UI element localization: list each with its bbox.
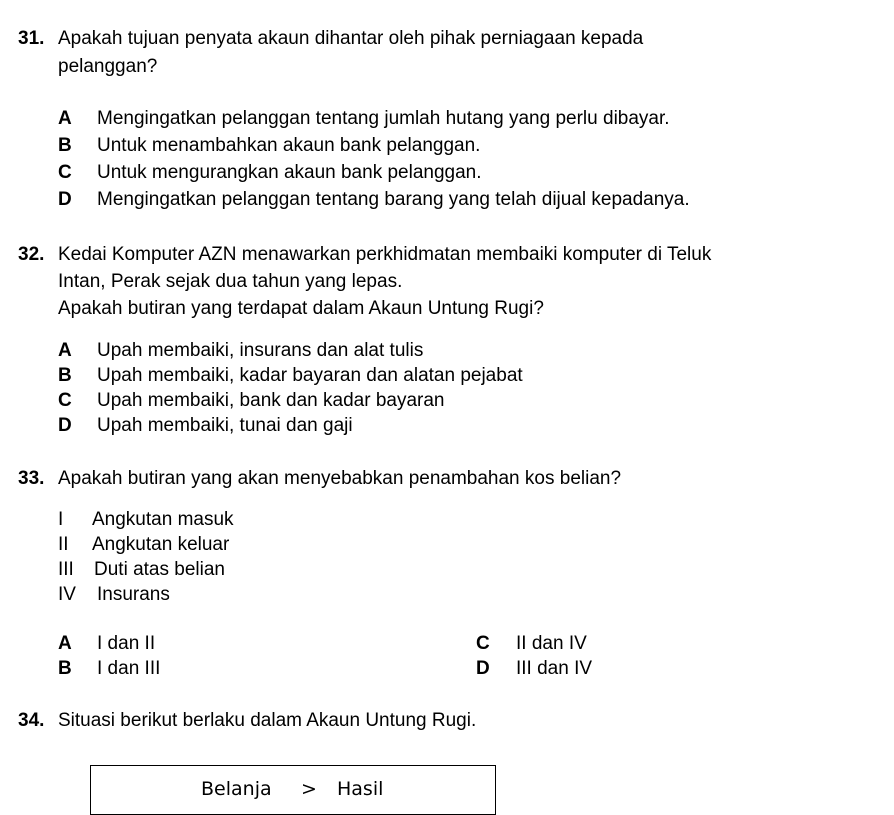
- q31-number: 31.: [18, 28, 45, 49]
- q33-option-d-letter: D: [476, 658, 490, 679]
- q31-option-d-letter: D: [58, 189, 72, 210]
- q34-box-operator: >: [301, 778, 317, 800]
- q33-item-ii-text: Angkutan keluar: [92, 534, 230, 555]
- q33-option-a-letter: A: [58, 633, 72, 654]
- q33-option-a-text: I dan II: [97, 633, 156, 654]
- q31-option-b-text: Untuk menambahkan akaun bank pelanggan.: [97, 135, 481, 156]
- q32-question-line3: Apakah butiran yang terdapat dalam Akaun Untung Rugi?: [58, 298, 544, 319]
- q32-question-line2: Intan, Perak sejak dua tahun yang lepas.: [58, 271, 403, 292]
- q32-option-d-text: Upah membaiki, tunai dan gaji: [97, 415, 353, 436]
- q32-option-c-text: Upah membaiki, bank dan kadar bayaran: [97, 390, 445, 411]
- q32-option-d-letter: D: [58, 415, 72, 436]
- q33-option-d-text: III dan IV: [516, 658, 593, 679]
- q34-number: 34.: [18, 710, 45, 731]
- q33-number: 33.: [18, 468, 45, 489]
- q34-question: Situasi berikut berlaku dalam Akaun Untung Rugi.: [58, 710, 477, 731]
- q31-option-c-letter: C: [58, 162, 72, 183]
- q32-option-a-text: Upah membaiki, insurans dan alat tulis: [97, 340, 424, 361]
- q31-option-a-text: Mengingatkan pelanggan tentang jumlah hutang yang perlu dibayar.: [97, 108, 670, 129]
- q34-situation-box: [90, 765, 496, 815]
- q33-item-i-text: Angkutan masuk: [92, 509, 234, 530]
- q31-question-line1: Apakah tujuan penyata akaun dihantar oleh pihak perniagaan kepada: [58, 28, 644, 49]
- q32-option-b-text: Upah membaiki, kadar bayaran dan alatan pejabat: [97, 365, 523, 386]
- q33-item-ii-numeral: II: [58, 534, 69, 555]
- q32-option-c-letter: C: [58, 390, 72, 411]
- q32-number: 32.: [18, 244, 45, 265]
- q33-option-c-letter: C: [476, 633, 490, 654]
- q31-option-a-letter: A: [58, 108, 72, 129]
- q33-item-iv-numeral: IV: [58, 584, 76, 605]
- q33-item-iii-numeral: III: [58, 559, 74, 580]
- q32-option-a-letter: A: [58, 340, 72, 361]
- q33-item-i-numeral: I: [58, 509, 64, 530]
- q31-option-c-text: Untuk mengurangkan akaun bank pelanggan.: [97, 162, 482, 183]
- q33-item-iv-text: Insurans: [97, 584, 170, 605]
- q31-option-b-letter: B: [58, 135, 72, 156]
- q34-box-left-term: Belanja: [201, 778, 272, 800]
- q33-option-c-text: II dan IV: [516, 633, 587, 654]
- q33-item-iii-text: Duti atas belian: [94, 559, 225, 580]
- q34-box-right-term: Hasil: [337, 778, 384, 800]
- q31-question-line2: pelanggan?: [58, 56, 158, 77]
- q33-option-b-text: I dan III: [97, 658, 161, 679]
- q32-question-line1: Kedai Komputer AZN menawarkan perkhidmatan membaiki komputer di Teluk: [58, 244, 712, 265]
- q33-question: Apakah butiran yang akan menyebabkan penambahan kos belian?: [58, 468, 622, 489]
- q32-option-b-letter: B: [58, 365, 72, 386]
- q31-option-d-text: Mengingatkan pelanggan tentang barang yang telah dijual kepadanya.: [97, 189, 690, 210]
- q33-option-b-letter: B: [58, 658, 72, 679]
